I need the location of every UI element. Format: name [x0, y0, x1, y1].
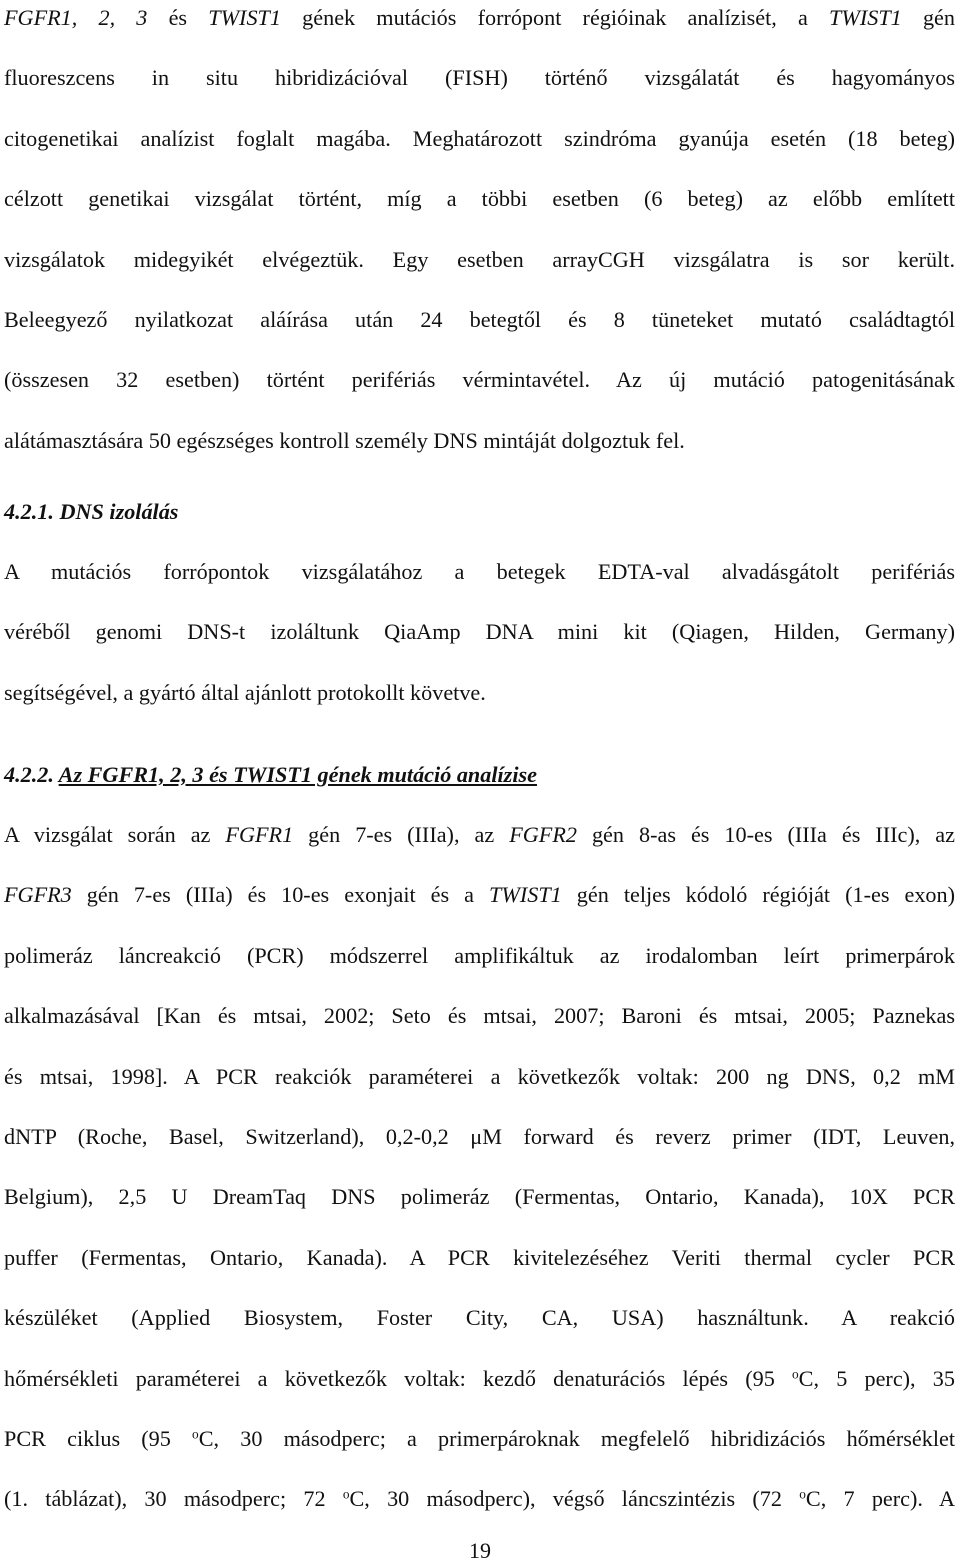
text-line: polimeráz láncreakció (PCR) módszerrel amplifikáltuk az irodalomban leírt primerpárok [4, 942, 955, 968]
text-line: alkalmazásával [Kan és mtsai, 2002; Seto és mtsai, 2007; Baroni és mtsai, 2005; Paznekas [4, 1003, 955, 1029]
text-line: PCR ciklus (95 $^o$C, 30 másodperc; a primerpároknak megfelelő hibridizációs hőmérséklet [4, 1426, 956, 1452]
text-line: (1. táblázat), 30 másodperc; 72 $^o$C, 30 másodperc), végső láncszintézis (72 $^o$C, 7 perc). A [4, 1486, 955, 1512]
text-line: A vizsgálat során az FGFR1 gén 7-es (IIIa), az FGFR2 gén 8-as és 10-es (IIIa és IIIc), az [4, 822, 955, 847]
text-line: véréből genomi DNS-t izoláltunk QiaAmp DNA mini kit (Qiagen, Hilden, Germany) [4, 619, 955, 645]
text-line: Belgium), 2,5 U DreamTaq DNS polimeráz (Fermentas, Ontario, Kanada), 10X PCR [4, 1184, 955, 1210]
page-number: 19 [469, 1538, 491, 1563]
text-line: puffer (Fermentas, Ontario, Kanada). A PCR kivitelezéséhez Veriti thermal cycler PCR [4, 1244, 955, 1270]
section-number: 4.2.1. [4, 499, 54, 524]
text-line: készüléket (Applied Biosystem, Foster City, CA, USA) használtunk. A reakció [4, 1305, 955, 1331]
text-line: FGFR1, 2, 3 és TWIST1 gének mutációs forrópont régióinak analízisét, a TWIST1 gén [4, 5, 955, 30]
text-line: fluoreszcens in situ hibridizációval (FISH) történő vizsgálatát és hagyományos [4, 65, 955, 91]
section-title: DNS izolálás [59, 499, 179, 524]
text-line: A mutációs forrópontok vizsgálatához a betegek EDTA-val alvadásgátolt perifériás [4, 559, 955, 584]
section-heading-mutation-analysis [4, 745, 955, 805]
text-line: célzott genetikai vizsgálat történt, míg a többi esetben (6 beteg) az előbb említett [4, 186, 955, 212]
section-title: Az FGFR1, 2, 3 és TWIST1 gének mutáció analízise [58, 762, 537, 787]
dns-isolation-paragraph [4, 542, 955, 723]
text-line: Beleegyező nyilatkozat aláírása után 24 betegtől és 8 tüneteket mutató családtagtól [4, 307, 955, 333]
text-line: vizsgálatok midegyikét elvégeztük. Egy esetben arrayCGH vizsgálatra is sor került. [4, 246, 955, 272]
text-line: segítségével, a gyártó által ajánlott protokollt követve. [4, 679, 486, 705]
text-line: dNTP (Roche, Basel, Switzerland), 0,2-0,2 μM forward és reverz primer (IDT, Leuven, [4, 1124, 955, 1150]
intro-paragraph [4, 0, 955, 471]
mutation-analysis-paragraph [4, 805, 955, 1530]
section-number: 4.2.2. [4, 762, 54, 787]
text-line: hőmérsékleti paraméterei a következők voltak: kezdő denaturációs lépés (95 $^o$C, 5 perc), 35 [4, 1365, 955, 1391]
text-line: alátámasztására 50 egészséges kontroll személy DNS mintáját dolgoztuk fel. [4, 427, 685, 453]
text-line: citogenetikai analízist foglalt magába. Meghatározott szindróma gyanúja esetén (18 beteg) [4, 125, 955, 151]
text-line: FGFR3 gén 7-es (IIIa) és 10-es exonjait és a TWIST1 gén teljes kódoló régióját (1-es exon) [4, 882, 955, 908]
text-line: (összesen 32 esetben) történt perifériás vérmintavétel. Az új mutáció patogenitásának [4, 367, 955, 393]
section-heading-dns-isolation [4, 482, 955, 542]
text-line: és mtsai, 1998]. A PCR reakciók paraméterei a következők voltak: 200 ng DNS, 0,2 mM [4, 1063, 955, 1089]
